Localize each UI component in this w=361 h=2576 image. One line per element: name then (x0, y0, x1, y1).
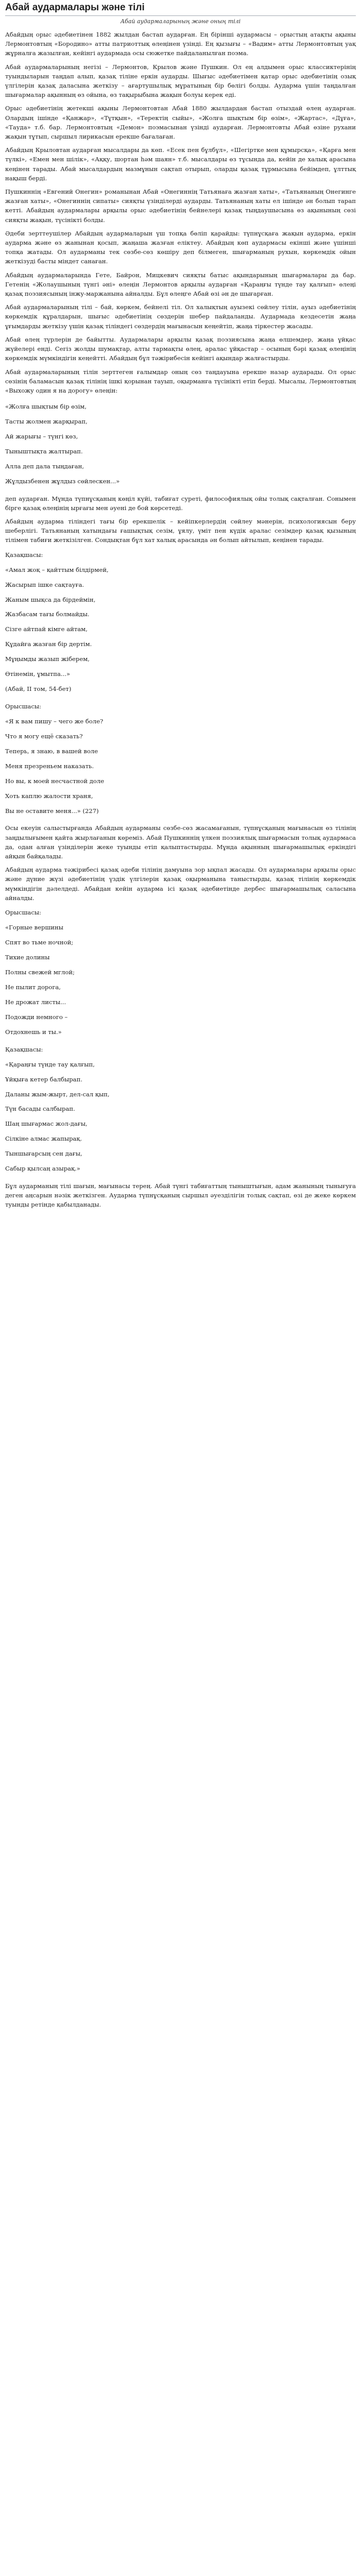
paragraph: Абай аудармаларының негізі – Лермонтов, Крылов және Пушкин. Ол ең алдымен орыс классиктерінің туындыларын таңдап алып, қазақ тіліне еркін аударды. Шығыс әдебиетімен қатар орыс әдебиетінің озық үлгілерін қазақ даласына жеткізу – ағартушылық мұратының бір бөлігі болды. Аударма үшін таңдалған шығармалар ақынның өз ойына, өз тақырыбына жақын болуы керек еді. (5, 63, 356, 99)
paragraph: Осы екеуін салыстырғанда Абайдың аударманы сөзбе-сөз жасамағанын, түпнұсқаның мағынасын өз тілінің заңдылығымен қайта жырлағанын көреміз. Абай Пушкиннің үлкен поэзиялық шығармасын толық аудармаса да, одан алған үзінділерін жеке туынды етіп қалыптастырды. Мұнда ақынның шығармашылық еркіндігі айқын байқалады. (5, 824, 356, 860)
section-heading: Қазақшасы: (5, 1045, 43, 1053)
paragraph: Бұл аударманың тілі шағын, мағынасы терең. Абай түнгі табиғаттың тыныштығын, адам жанының тынығуға деген аңсарын нәзік жеткізген. Аударма түпнұсқаның сыршыл әуезділігін толық сақтап, өзі де жеке көркем туынды ретінде қабылданады. (5, 1182, 356, 1209)
section-heading: Қазақшасы: (5, 551, 43, 558)
paragraph: Абайдың аударма тәжірибесі қазақ әдеби тілінің дамуына зор ықпал жасады. Ол аудармалары арқылы орыс және дүние жүзі әдебиетінің үздік үлгілерін қазақ оқырманына таныстырды, қазақ тілінің көркемдік мүмкіндігін дәлелдеді. Абайдан кейін аударма ісі қазақ әдебиетінде дербес шығармашылық саласына айналды. (5, 866, 356, 902)
article (0, 0, 361, 1219)
paragraph: Пушкиннің «Евгений Онегин» романынан Абай «Онегиннің Татьянаға жазған хаты», «Татьянаның Онегинге жазған хаты», «Онегиннің сипаты» сияқты үзінділерді аударды. Татьянаның хаты ел ішінде ән болып тарап кетті. Абайдың аудармалары арқылы орыс әдебиетінің бейнелері қазақ тыңдаушысына өз ақынының сөзі сияқты жақын, түсінікті болды. (5, 188, 356, 224)
paragraph: Абайдың Крыловтан аударған мысалдары да көп. «Есек пен бұлбұл», «Шегіртке мен құмырсқа», «Қарға мен түлкі», «Емен мен шілік», «Аққу, шортан һәм шаян» т.б. мысалдары өз тұсында да, кейін де халық арасына кеңінен тарады. Абай мысалдардың мазмұнын сақтап отырып, оларды қазақ тұрмысына бейімдеп, ұлттық нақыш берді. (5, 146, 356, 182)
page-title: Абай аудармалары және тілі (5, 2, 356, 16)
paragraph: Абай өлең түрлерін де байытты. Аудармалары арқылы қазақ поэзиясына жаңа өлшемдер, жаңа ұйқас жүйелері енді. Сегіз жолды шумақтар, алты тармақты өлең, аралас ұйқастар – осының бәрі қазақ өлеңінің көркемдік мүмкіндігін кеңейтті. Абайдың бұл тәжірибесін кейінгі ақындар жалғастырды. (5, 335, 356, 362)
paragraph: Әдеби зерттеушілер Абайдың аудармаларын үш топқа бөліп қарайды: түпнұсқаға жақын аударма, еркін аударма және өз жанынан қосып, жаңаша жазған еліктеу. Абайдың көп аудармасы екінші және үшінші топқа жатады. Ол аударманы тек сөзбе-сөз көшіру деп білмеген, шығарманың рухын, көркемдік ойын жеткізуді басты міндет санаған. (5, 229, 356, 265)
poem-quote: «Амал жоқ – қайттым білдірмей, Жасырып ішке сақтауға. Жаным шықса да бірдеймін, Жазбасам тағы болмайды. Сізге айтпай кімге айтам, Құдайға жазған бір дертім. Мұңымды жазып жіберем, Өтінемін, ұмытпа...» (Абай, II том, 54-бет) (5, 566, 109, 693)
paragraph: Абай аудармаларының тілін зерттеген ғалымдар оның сөз таңдауына ерекше назар аударады. Ол орыс сөзінің баламасын қазақ тілінің ішкі қорынан тауып, оқырманға түсінікті етіп берді. Мысалы, Лермонтовтың «Выхожу один я на дорогу» өлеңін: (5, 368, 356, 394)
section-heading: Орысшасы: (5, 702, 41, 710)
poem-quote: «Я к вам пишу – чего же боле? Что я могу ещё сказать? Теперь, я знаю, в вашей воле Меня презреньем наказать. Но вы, к моей несчастной доле Хоть каплю жалости храня, Вы не оставите меня...» (227) (5, 718, 105, 815)
paragraph: деп аударған. Мұнда түпнұсқаның көңіл күйі, табиғат суреті, философиялық ойы толық сақталған. Сонымен бірге қазақ өлеңінің ырғағы мен әуені де бой көрсетеді. (5, 495, 356, 512)
poem-quote: «Қараңғы түнде тау қалғып, Ұйқыға кетер балбырап. Даланы жым-жырт, дел-сал қып, Түн басады салбырап. Шаң шығармас жол-дағы, Сілкіне алмас жапырақ. Тыншығарсың сен дағы, Сабыр қылсаң азырақ.» (5, 1060, 110, 1173)
poem-quote: «Жолға шықтым бір өзім, Тасты жолмен жарқырап, Ай жарығы – түнгі көз, Тыныштықта жалтырап. Алла деп дала тыңдаған, Жұлдызбенен жұлдыз сөйлескен...» (5, 403, 120, 485)
poem-quote: «Горные вершины Спят во тьме ночной; Тихие долины Полны свежей мглой; Не пылит дорога, Не дрожат листы... Подожди немного – Отдохнешь и ты.» (5, 924, 75, 1036)
article-body (5, 30, 356, 1210)
paragraph: Абай аудармаларының тілі – бай, көркем, бейнелі тіл. Ол халықтың ауызекі сөйлеу тілін, ауыз әдебиетінің көркемдік құралдарын, шығыс әдебиетінің сөздерін шебер пайдаланды. Аудармада кездесетін жаңа ұғымдарды жеткізу үшін қазақ тіліндегі сөздердің мағынасын кеңейтіп, жаңа тіркестер жасады. (5, 303, 356, 330)
paragraph: Абайдың аудармаларында Гете, Байрон, Мицкевич сияқты батыс ақындарының шығармалары да бар. Гетенің «Жолаушының түнгі әні» өлеңін Лермонтов арқылы аударған «Қараңғы түнде тау қалғып» өлеңі қазақ поэзиясының інжу-маржанына айналды. Бұл өлеңге Абай өзі ән де шығарған. (5, 271, 356, 298)
page-subtitle: Абай аудармаларының және оның тілі (120, 18, 241, 25)
paragraph: Абайдың аударма тіліндегі тағы бір ерекшелік – кейіпкерлердің сөйлеу мәнерін, психологиясын беру шеберлігі. Татьянаның хатындағы ғашықтық сезім, ұялу, үміт пен күдік аралас сезімдер қазақ қызының тілімен табиғи жеткізілген. Сондықтан бұл хат халық арасында ән болып айтылып, кеңінен тарады. (5, 517, 356, 544)
paragraph: Орыс әдебиетінің жетекші ақыны Лермонтовтан Абай 1880 жылдардан бастап отыздай өлең аударған. Олардың ішінде «Қанжар», «Тұтқын», «Теректің сыйы», «Жолға шықтым бір өзім», «Жартас», «Дұға», «Тауда» т.б. бар. Лермонтовтың «Демон» поэмасынан үзінді аударған. Лермонтовты Абай өзіне рухани жақын тұтып, сыршыл лирикасын ерекше бағалаған. (5, 105, 356, 141)
section-heading: Орысшасы: (5, 909, 41, 917)
paragraph: Абайдың орыс әдебиетінен 1882 жылдан бастап аударған. Ең бірінші аудармасы – орыстың атақты ақыны Лермонтовтың «Бородино» атты патриоттық өлеңінен үзінді. Ең қызығы – «Вадим» атты Лермонтовтың уақ жұрналға жазылған, кейінгі аудармада осы сюжетке пайдаланылған поэма. (5, 31, 356, 57)
